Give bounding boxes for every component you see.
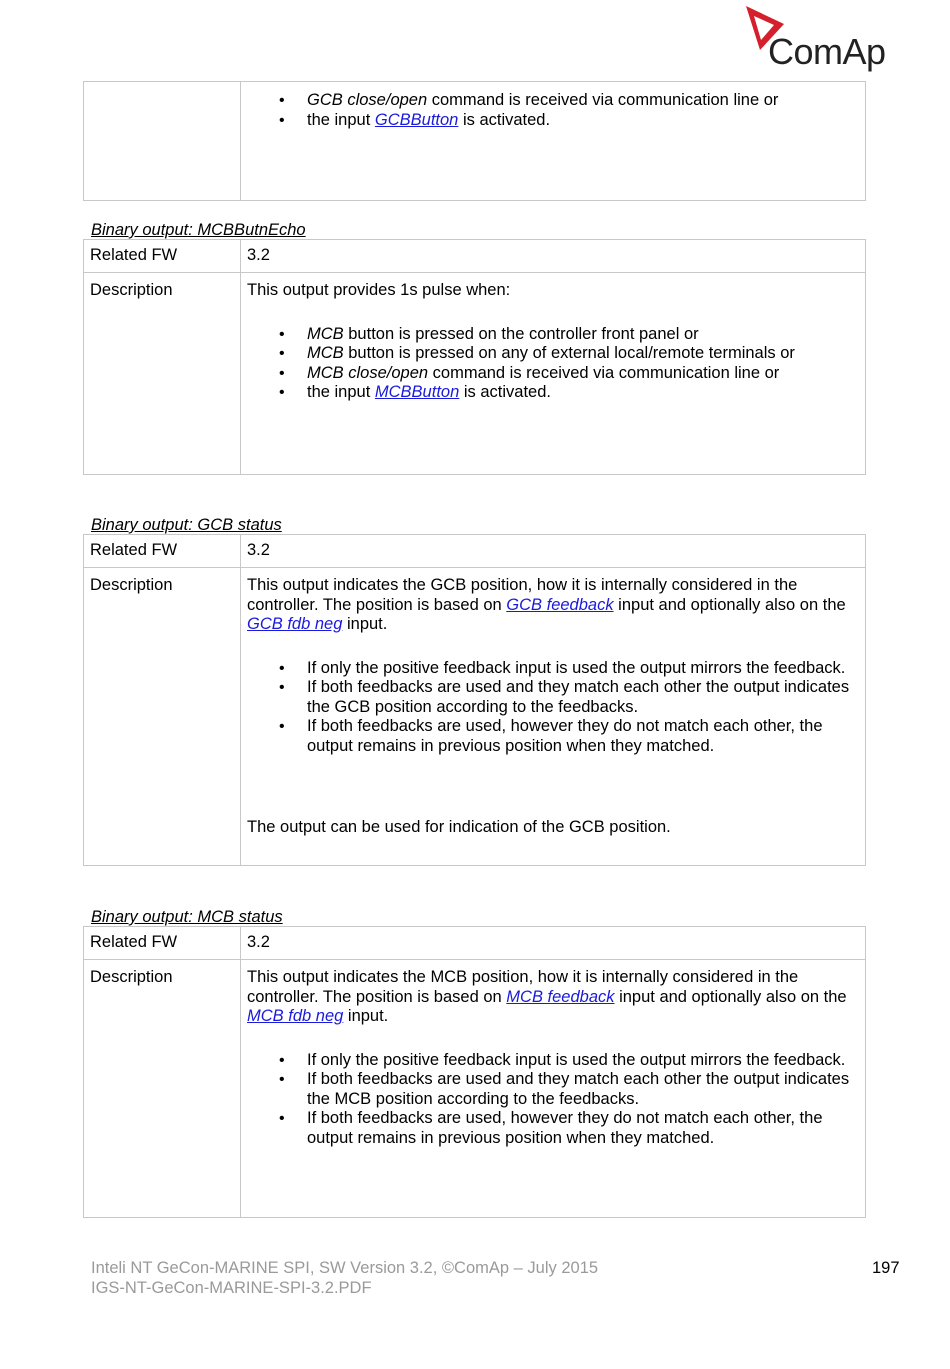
page-number: 197: [872, 1259, 900, 1277]
bullet-list: [247, 91, 858, 130]
related-fw-value: 3.2: [247, 933, 270, 951]
related-fw-label: Related FW: [90, 933, 178, 951]
bullet-list: [247, 325, 858, 403]
description-cell: [241, 568, 866, 866]
description-intro: This output indicates the MCB position, how it is internally considered in the controller. The position is based on MCB feedback input and optionally also on the MCB fdb neg input.: [247, 968, 847, 1025]
link-mcbbutton[interactable]: MCBButton: [374, 383, 460, 401]
list-item: • If both feedbacks are used and they match each other the output indicates the GCB position according to the feedbacks.: [247, 678, 858, 717]
section-title: Binary output: MCBButnEcho: [91, 221, 306, 239]
section-title: Binary output: GCB status: [91, 516, 282, 534]
page-footer: [91, 1258, 598, 1298]
link-gcbbutton[interactable]: GCBButton: [374, 110, 459, 129]
list-item: • If both feedbacks are used, however they do not match each other, the output remains in previous position when they matched.: [247, 717, 858, 756]
section-title: Binary output: MCB status: [91, 908, 283, 926]
spec-table: [83, 239, 866, 475]
list-item: • If only the positive feedback input is used the output mirrors the feedback.: [247, 1051, 858, 1071]
closing-text: The output can be used for indication of the GCB position.: [247, 818, 671, 836]
spec-table: [83, 926, 866, 1218]
list-item: • MCB button is pressed on the controller front panel or: [247, 325, 858, 345]
list-item: • the input GCBButton is activated.: [247, 111, 858, 131]
description-intro: This output provides 1s pulse when:: [247, 281, 511, 299]
list-item: • If only the positive feedback input is used the output mirrors the feedback.: [247, 659, 858, 679]
description-label: Description: [90, 968, 173, 986]
related-fw-value: 3.2: [247, 541, 270, 559]
related-fw-label: Related FW: [90, 541, 178, 559]
spec-table: [83, 534, 866, 866]
related-fw-label: Related FW: [90, 246, 178, 264]
link-mcb-fdb-neg[interactable]: MCB fdb neg: [247, 1007, 344, 1025]
bullet-list: [247, 659, 858, 757]
description-intro: This output indicates the GCB position, how it is internally considered in the controller. The position is based on GCB feedback input and optionally also on the GCB fdb neg input.: [247, 576, 846, 633]
logo-text: ComAp: [768, 31, 886, 72]
description-label: Description: [90, 576, 173, 594]
description-cell: [241, 960, 866, 1218]
list-item: • GCB close/open command is received via communication line or: [247, 91, 858, 111]
empty-label-cell: [84, 82, 241, 201]
list-item: • MCB button is pressed on any of external local/remote terminals or: [247, 344, 858, 364]
list-item: • the input MCBButton is activated.: [247, 383, 858, 403]
bullet-list: [247, 1051, 858, 1149]
link-mcb-feedback[interactable]: MCB feedback: [506, 987, 615, 1006]
list-item: • If both feedbacks are used, however they do not match each other, the output remains in previous position when they matched.: [247, 1109, 858, 1148]
related-fw-value: 3.2: [247, 246, 270, 264]
continuation-cell: [241, 82, 866, 201]
comap-logo: [744, 4, 884, 72]
list-item: • If both feedbacks are used and they match each other the output indicates the MCB position according to the feedbacks.: [247, 1070, 858, 1109]
continuation-table: [83, 81, 866, 201]
description-label: Description: [90, 281, 173, 299]
list-item: • MCB close/open command is received via communication line or: [247, 364, 858, 384]
link-gcb-fdb-neg[interactable]: GCB fdb neg: [247, 615, 343, 633]
description-cell: [241, 273, 866, 475]
footer-line-2: IGS-NT-GeCon-MARINE-SPI-3.2.PDF: [91, 1279, 372, 1297]
footer-line-1: Inteli NT GeCon-MARINE SPI, SW Version 3.2, ©ComAp – July 2015: [91, 1259, 599, 1277]
link-gcb-feedback[interactable]: GCB feedback: [506, 595, 614, 614]
